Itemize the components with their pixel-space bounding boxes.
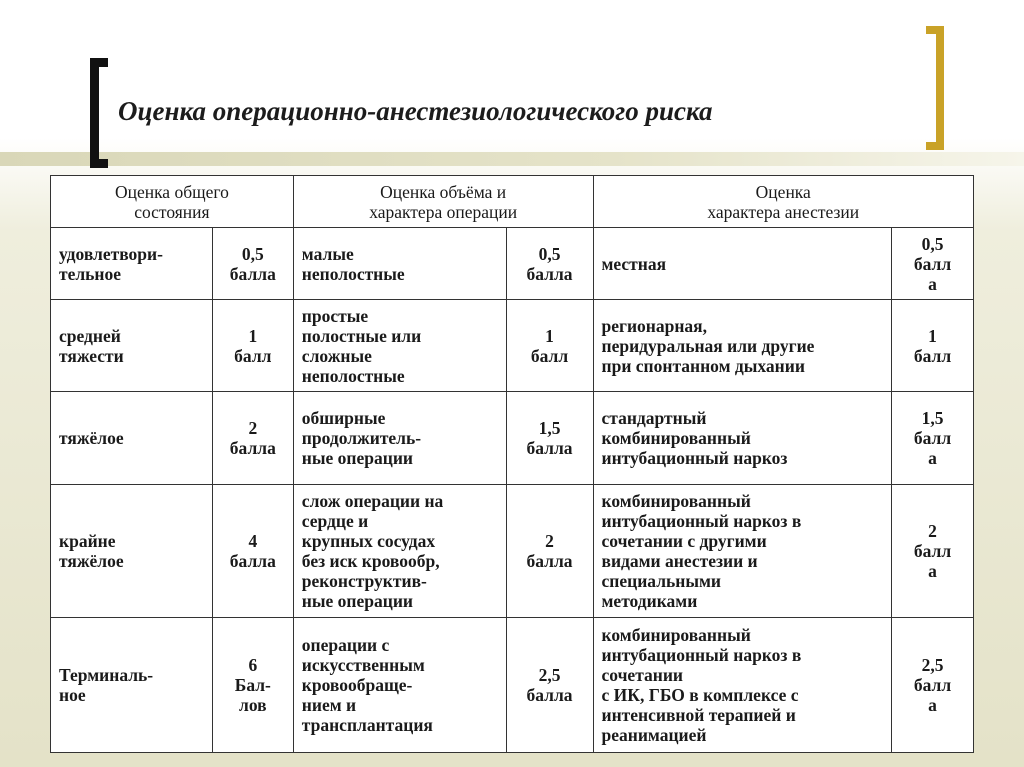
anesthesia-score-cell: 1,5 балл а [892,392,974,485]
anesthesia-cell: местная [593,228,892,300]
header-operation-volume: Оценка объёма и характера операции [293,176,593,228]
state-score-cell: 6 Бал- лов [212,618,293,753]
risk-assessment-table [50,175,974,753]
table-row [51,618,974,753]
anesthesia-score-cell: 2,5 балл а [892,618,974,753]
title-band [0,152,1024,166]
operation-cell: простые полостные или сложные неполостные [293,300,506,392]
operation-cell: обширные продолжитель- ные операции [293,392,506,485]
state-cell: удовлетвори- тельное [51,228,213,300]
state-cell: Терминаль- ное [51,618,213,753]
state-score-cell: 4 балла [212,485,293,618]
operation-score-cell: 0,5 балла [506,228,593,300]
anesthesia-cell: регионарная, перидуральная или другие при спонтанном дыхании [593,300,892,392]
operation-score-cell: 1 балл [506,300,593,392]
anesthesia-score-cell: 1 балл [892,300,974,392]
operation-score-cell: 2,5 балла [506,618,593,753]
header-general-state: Оценка общего состояния [51,176,294,228]
anesthesia-cell: комбинированный интубационный наркоз в сочетании с ИК, ГБО в комплексе с интенсивной терапией и реанимацией [593,618,892,753]
state-cell: тяжёлое [51,392,213,485]
table-row [51,392,974,485]
operation-cell: слож операции на сердце и крупных сосудах без иск кровообр, реконструктив- ные операции [293,485,506,618]
state-score-cell: 0,5 балла [212,228,293,300]
anesthesia-cell: комбинированный интубационный наркоз в сочетании с другими видами анестезии и специальными методиками [593,485,892,618]
state-cell: крайне тяжёлое [51,485,213,618]
anesthesia-cell: стандартный комбинированный интубационный наркоз [593,392,892,485]
slide-title: Оценка операционно-анестезиологического риска [118,96,713,126]
operation-cell: операции с искусственным кровообраще- нием и трансплантация [293,618,506,753]
state-score-cell: 2 балла [212,392,293,485]
table-header-row [51,176,974,228]
anesthesia-score-cell: 2 балл а [892,485,974,618]
table-row [51,300,974,392]
table-row [51,228,974,300]
left-bracket-decoration [90,58,108,168]
state-cell: средней тяжести [51,300,213,392]
header-anesthesia-type: Оценка характера анестезии [593,176,974,228]
right-bracket-decoration [926,26,944,150]
table-row [51,485,974,618]
state-score-cell: 1 балл [212,300,293,392]
anesthesia-score-cell: 0,5 балл а [892,228,974,300]
operation-score-cell: 1,5 балла [506,392,593,485]
operation-score-cell: 2 балла [506,485,593,618]
operation-cell: малые неполостные [293,228,506,300]
